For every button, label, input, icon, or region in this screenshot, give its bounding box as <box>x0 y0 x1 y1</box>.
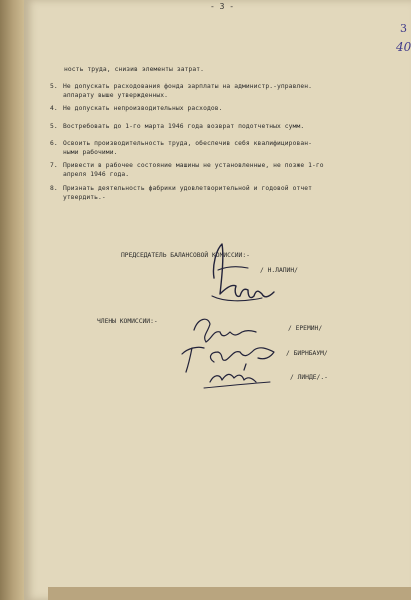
member-signatures <box>174 302 284 394</box>
item-number: 7. <box>50 162 58 169</box>
document-page <box>24 0 411 600</box>
item-number: 4. <box>50 105 58 112</box>
item-text-continued: апреля 1946 года. <box>63 171 130 178</box>
item-number: 5. <box>50 83 58 90</box>
members-title: ЧЛЕНЫ КОМИССИИ:- <box>97 318 158 325</box>
item-text: Востребовать до 1-го марта 1946 года возврат подотчетных сумм. <box>63 123 305 130</box>
item-text: Признать деятельность фабрики удовлетворительной и годовой отчет <box>63 185 313 192</box>
chairman-title: ПРЕДСЕДАТЕЛЬ БАЛАНСОВОЙ КОМИССИИ:- <box>121 252 250 259</box>
page-number: - 3 - <box>210 2 235 11</box>
member-name-1: / ЕРЕМИН/ <box>288 325 323 332</box>
item-number: 6. <box>50 140 58 147</box>
item-number: 8. <box>50 185 58 192</box>
intro-line: ность труда, снизив элементы затрат. <box>64 66 205 73</box>
item-text: Привести в рабочее состояние машины не установленные, не позже 1-го <box>63 162 324 169</box>
chairman-name: / Н.ЛАПИН/ <box>260 267 298 274</box>
member-name-2: / БИРНБАУМ/ <box>286 350 328 357</box>
archive-sheet-number: 3 <box>400 22 407 35</box>
adjacent-page-edge <box>0 0 24 600</box>
archive-folio-number: 40 <box>396 40 411 54</box>
item-text-continued: утвердить.- <box>63 194 106 201</box>
member-name-3: / ЛИНДЕ/.- <box>290 374 328 381</box>
item-text: Освоить производительность труда, обеспечив себя квалифицирован- <box>63 140 313 147</box>
item-number: 5. <box>50 123 58 130</box>
item-text: Не допускать непроизводительных расходов. <box>63 105 223 112</box>
page-bottom-edge <box>48 587 411 600</box>
item-text: Не допускать расходования фонда зарплаты на администр.-управлен. <box>63 83 313 90</box>
item-text-continued: ными рабочими. <box>63 149 118 156</box>
item-text-continued: аппарату выше утвержденных. <box>63 92 169 99</box>
